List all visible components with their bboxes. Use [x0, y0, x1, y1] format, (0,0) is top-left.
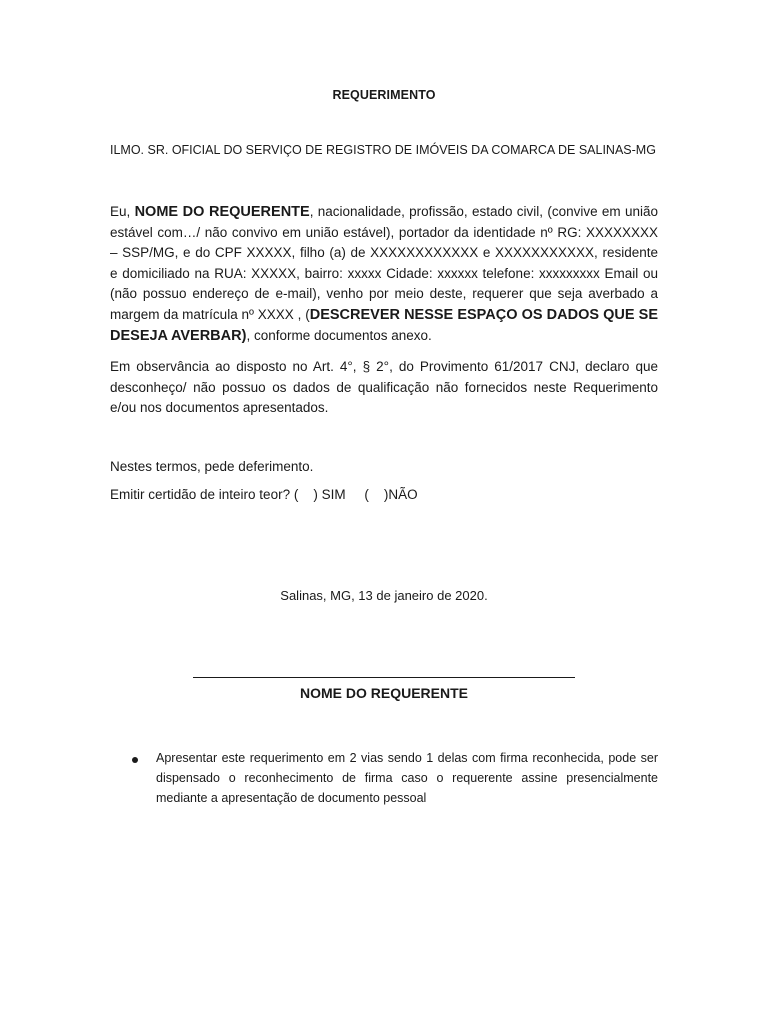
date-line: Salinas, MG, 13 de janeiro de 2020. [280, 588, 488, 603]
closing-line: Nestes termos, pede deferimento. [110, 459, 314, 474]
describe-placeholder: DESCREVER NESSE ESPAÇO OS DADOS QUE SE DESEJA AVERBAR) [110, 306, 658, 344]
document-title: REQUERIMENTO [332, 88, 436, 102]
paragraph-suffix: , conforme documentos anexo. [246, 327, 432, 343]
bullet-icon [132, 757, 138, 763]
note-list-item: Apresentar este requerimento em 2 vias sendo 1 delas com firma reconhecida, pode ser dispensado o reconhecimento de firma caso o requerente assine presencialmente mediante a apresentação de documento pessoal [156, 751, 658, 805]
request-paragraph [110, 202, 658, 346]
declaration-paragraph: Em observância ao disposto no Art. 4°, § 2°, do Provimento 61/2017 CNJ, declaro que desconheço/ não possuo os dados de qualificação não fornecidos neste Requerimento e/ou nos documentos apresentados. [110, 359, 658, 416]
certificate-question: Emitir certidão de inteiro teor? ( ) SIM ( )NÃO [110, 487, 418, 502]
paragraph-prefix: Eu, [110, 204, 135, 219]
signature-name: NOME DO REQUERENTE [299, 685, 468, 701]
paragraph-middle: , nacionalidade, profissão, estado civil, (convive em união estável com…/ não convivo em união estável), portador da identidade nº RG: XXXXXXXX – SSP/MG, e do CPF XXXXX, filho (a) de XXXXXXXXXXXX e XXXXXXXXXXX, residente e domiciliado na RUA: XXXXX, bairro: xxxxx Cidade: xxxxxx telefone: xxxxxxxxx Email ou (não possuo endereço de e-mail), venho por meio deste, requerer que seja averbado a margem da matrícula nº XXXX , ( [110, 204, 659, 322]
addressee-line: ILMO. SR. OFICIAL DO SERVIÇO DE REGISTRO DE IMÓVEIS DA COMARCA DE SALINAS-MG [110, 143, 656, 157]
requester-name-placeholder: NOME DO REQUERENTE [134, 204, 310, 220]
signature-line [193, 677, 575, 678]
